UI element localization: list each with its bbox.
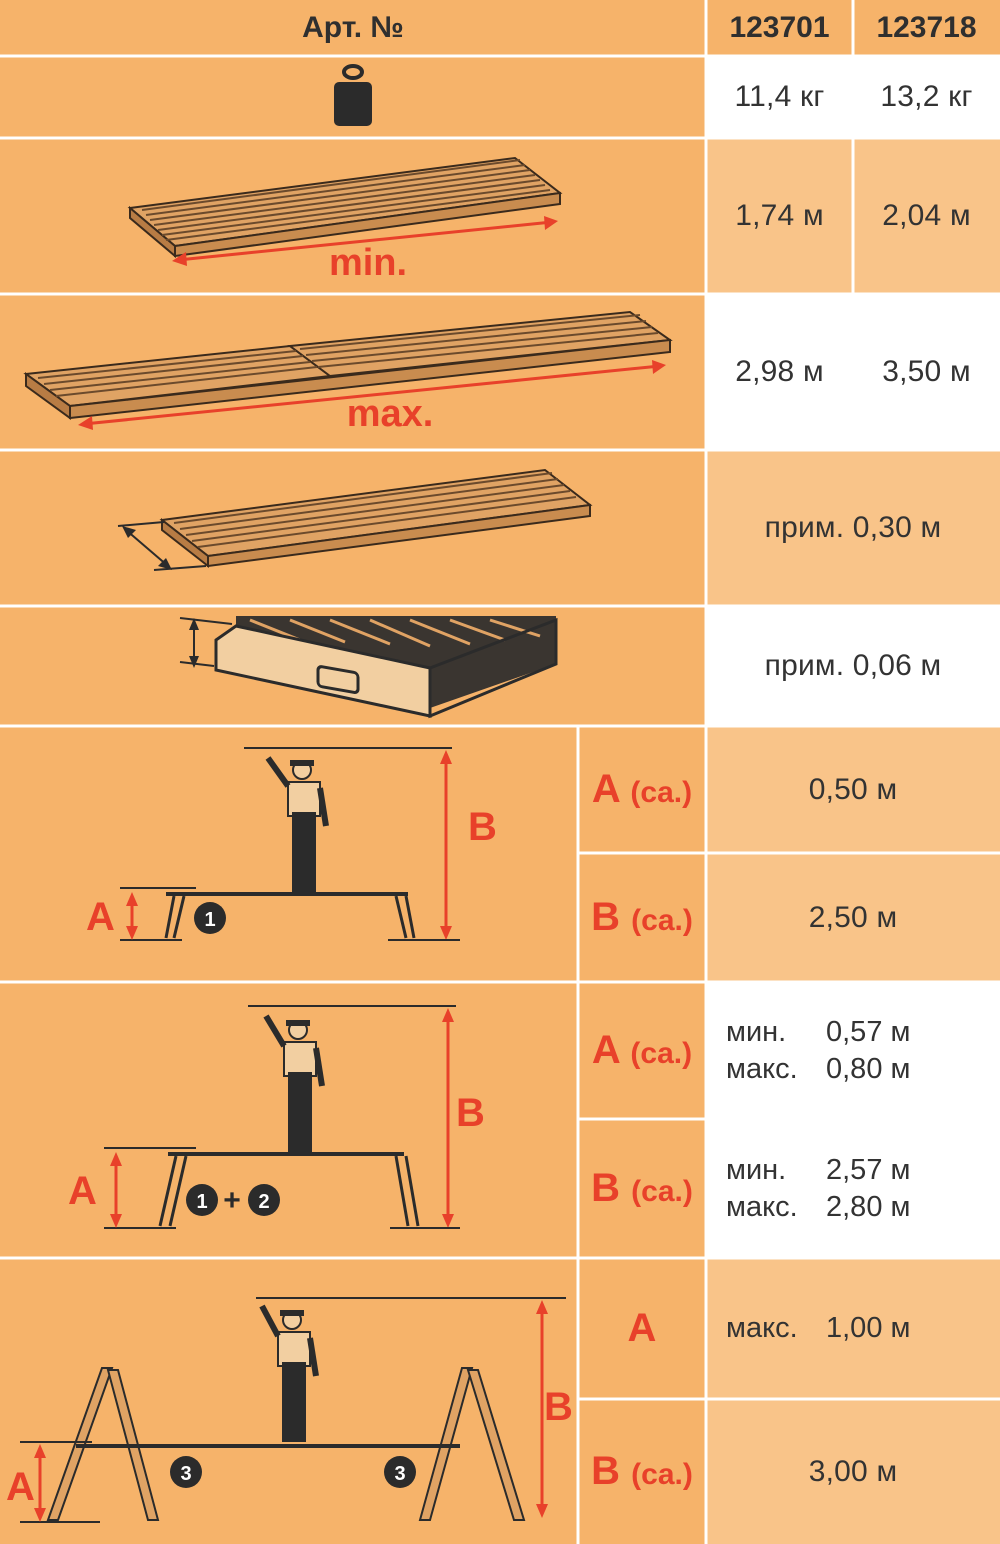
config2-badge1: 1 [196,1191,208,1213]
config1-b-value: 2,50 м [808,900,898,934]
config2-a-label-cell [578,982,706,1119]
config3-badge-right: 3 [394,1463,406,1485]
max-length-value-1: 2,98 м [735,355,824,388]
config2-a-value-cell [706,982,1000,1119]
art-label-cell [0,0,706,56]
config2-b-max-label: макс. [726,1190,798,1223]
config3-badge-left: 3 [180,1463,192,1485]
config1-b-label: B (ca.) [591,895,693,939]
config3-fig-b: B [544,1385,573,1429]
config1-b-label-cell [578,853,706,982]
config1-a-label-cell [578,726,706,853]
config3-a-max-label: макс. [726,1312,798,1344]
config1-fig-a: A [86,895,115,939]
weight-icon [328,64,378,130]
max-length-value-2: 3,50 м [882,355,971,388]
config2-b-label-cell [578,1119,706,1258]
config2-figure-cell [0,982,578,1258]
config2-b-minmax [726,1154,926,1224]
config2-a-label: A (ca.) [591,1028,693,1072]
weight-value-2: 13,2 кг [880,80,973,113]
config3-b-value-cell [706,1399,1000,1544]
col1-article: 123701 [729,11,830,44]
weight-123718 [853,56,1000,138]
platform-max-illustration [0,294,706,450]
config2-b-label: B (ca.) [591,1166,693,1210]
min-length-123718 [853,138,1000,294]
col2-article: 123718 [876,11,977,44]
max-length-123718 [853,294,1000,450]
config1-a-label: A (ca.) [591,767,693,811]
platform-min-illustration [0,138,706,294]
height-value: прим. 0,06 м [764,649,942,682]
config3-figure-cell [0,1258,578,1544]
config1-illustration [0,726,578,982]
worker-figure-2 [266,1016,322,1152]
config1-b-value-cell [706,853,1000,982]
min-length-value-2: 2,04 м [882,199,971,232]
config3-a-label: A [627,1306,657,1350]
min-length-figure-cell [0,138,706,294]
config2-b-value-cell [706,1119,1000,1258]
max-caption: max. [346,393,434,435]
weight-123701 [706,56,853,138]
weight-icon-cell [0,56,706,138]
platform-width-illustration [0,450,706,606]
config1-fig-b: B [468,805,497,849]
config3-b-label-cell [578,1399,706,1544]
col1-header [706,0,853,56]
min-length-123701 [706,138,853,294]
config1-a-value: 0,50 м [808,772,898,806]
config2-a-max-label: макс. [726,1052,798,1085]
height-figure-cell [0,606,706,726]
config3-illustration [0,1258,578,1544]
config2-a-min-label: мин. [726,1015,787,1048]
width-value-cell [706,450,1000,606]
config3-a-max [726,1312,926,1345]
config2-a-max-value: 0,80 м [826,1052,911,1085]
min-caption: min. [328,242,408,284]
config2-b-min-label: мин. [726,1153,787,1186]
config3-b-label: B (ca.) [591,1449,693,1493]
max-length-figure-cell [0,294,706,450]
config3-a-max-value: 1,00 м [826,1312,911,1344]
config2-illustration [0,982,578,1258]
width-value: прим. 0,30 м [764,511,942,544]
max-length-123701 [706,294,853,450]
config2-fig-a: A [68,1169,97,1213]
config2-b-min-value: 2,57 м [826,1153,911,1186]
config3-fig-a: A [6,1465,35,1509]
config3-a-value-cell [706,1258,1000,1399]
config2-plus: + [223,1184,241,1217]
weight-value-1: 11,4 кг [734,80,825,113]
col2-header [853,0,1000,56]
config1-figure-cell [0,726,578,982]
config2-badge2: 2 [258,1191,270,1213]
config2-fig-b: B [456,1091,485,1135]
config2-a-minmax [726,1016,926,1086]
worker-figure-1 [268,758,326,892]
width-figure-cell [0,450,706,606]
config1-badge: 1 [204,909,216,931]
height-value-cell [706,606,1000,726]
art-label: Арт. № [302,11,404,44]
config2-a-min-value: 0,57 м [826,1015,911,1048]
platform-height-illustration [0,606,706,726]
config3-b-value: 3,00 м [808,1454,898,1488]
min-length-value-1: 1,74 м [735,199,824,232]
config3-a-label-cell [578,1258,706,1399]
worker-figure-3 [262,1306,316,1442]
config1-a-value-cell [706,726,1000,853]
config2-b-max-value: 2,80 м [826,1190,911,1223]
